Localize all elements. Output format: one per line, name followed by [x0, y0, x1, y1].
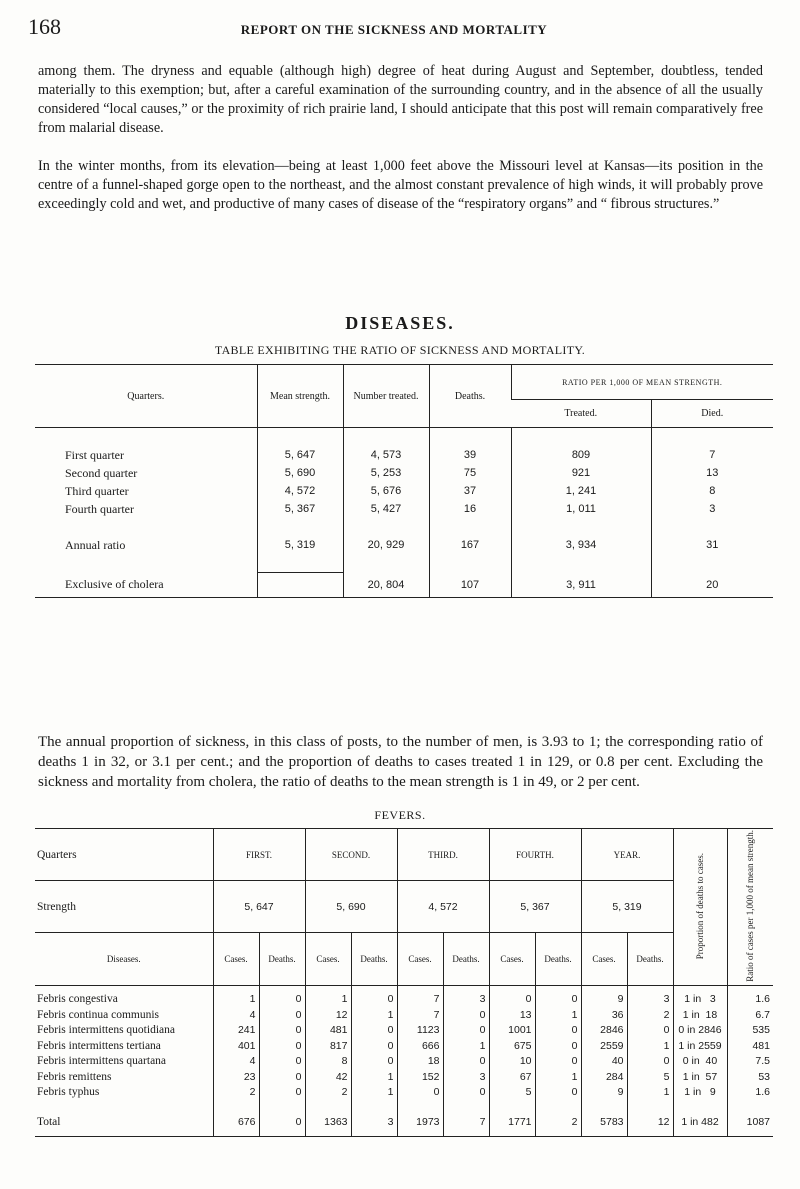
cell: 1, 011: [511, 500, 651, 518]
cell: 5, 690: [257, 464, 343, 482]
cell: 31: [651, 536, 773, 554]
cell: 5, 253: [343, 464, 429, 482]
col-ratio: [727, 829, 773, 986]
deaths-header: Deaths.: [443, 933, 489, 985]
strength-label: Strength: [35, 881, 213, 933]
strength-third: 4, 572: [397, 881, 489, 933]
diseases-title: DISEASES.: [345, 313, 455, 333]
table-row: [35, 1054, 773, 1070]
cases-cell: 401: [213, 1038, 259, 1054]
deaths-cell: 3: [351, 1100, 397, 1137]
col-number-treated: Number treated.: [343, 365, 429, 428]
deaths-cell: 0: [535, 1038, 581, 1054]
deaths-cell: 0: [443, 1023, 489, 1039]
cell: 39: [429, 446, 511, 464]
cell: 16: [429, 500, 511, 518]
ratio-label: Ratio of cases per 1,000 of mean strength.: [745, 830, 756, 982]
table-row: [35, 446, 773, 464]
running-head: REPORT ON THE SICKNESS AND MORTALITY: [240, 22, 548, 37]
cell: 167: [429, 536, 511, 554]
deaths-cell: 1: [443, 1038, 489, 1054]
deaths-cell: 0: [259, 1007, 305, 1023]
row-label: First quarter: [65, 447, 124, 462]
cases-cell: 2: [305, 1085, 351, 1101]
cases-cell: 1: [213, 992, 259, 1008]
cell: 5, 367: [257, 500, 343, 518]
cases-cell: 1771: [489, 1100, 535, 1137]
deaths-cell: 1: [535, 1007, 581, 1023]
deaths-cell: 0: [259, 1054, 305, 1070]
deaths-cell: 12: [627, 1100, 673, 1137]
strength-year: 5, 319: [581, 881, 673, 933]
cases-cell: 0: [397, 1085, 443, 1101]
deaths-cell: 1: [627, 1038, 673, 1054]
col-ratio-died: Died.: [651, 400, 773, 428]
cell: 3, 934: [511, 536, 651, 554]
deaths-cell: 0: [259, 1023, 305, 1039]
cell: 3, 911: [511, 573, 651, 598]
row-label: Exclusive of cholera: [35, 573, 257, 598]
table-row: [35, 1023, 773, 1039]
fevers-title: FEVERS.: [374, 808, 426, 822]
cell: 4, 572: [257, 482, 343, 500]
deaths-cell: 7: [443, 1100, 489, 1137]
row-label: Annual ratio: [65, 537, 126, 552]
deaths-cell: 0: [535, 1054, 581, 1070]
table-row: [35, 1038, 773, 1054]
col-quarters: Quarters.: [35, 365, 257, 428]
deaths-cell: 3: [627, 992, 673, 1008]
deaths-cell: 0: [259, 1100, 305, 1137]
cases-cell: 9: [581, 992, 627, 1008]
cases-cell: 12: [305, 1007, 351, 1023]
proportion-cell: 1 in 3: [673, 992, 727, 1008]
cases-cell: 676: [213, 1100, 259, 1137]
col-ratio-treated: Treated.: [511, 400, 651, 428]
deaths-cell: 1: [351, 1007, 397, 1023]
proportion-cell: 1 in 2559: [673, 1038, 727, 1054]
quarter-fourth: FOURTH.: [489, 829, 581, 881]
cases-cell: 40: [581, 1054, 627, 1070]
cell: 809: [511, 446, 651, 464]
annual-ratio-row: [35, 536, 773, 554]
cell: 20, 929: [343, 536, 429, 554]
deaths-cell: 1: [535, 1069, 581, 1085]
cases-cell: 241: [213, 1023, 259, 1039]
cases-cell: 481: [305, 1023, 351, 1039]
cases-cell: 284: [581, 1069, 627, 1085]
cases-cell: 8: [305, 1054, 351, 1070]
deaths-cell: 1: [627, 1085, 673, 1101]
ratio-cell: 1087: [727, 1100, 773, 1137]
cases-header: Cases.: [397, 933, 443, 985]
page-header: [28, 14, 760, 44]
deaths-cell: 0: [259, 1085, 305, 1101]
table-row: [35, 1069, 773, 1085]
quarter-second: SECOND.: [305, 829, 397, 881]
deaths-cell: 0: [259, 1038, 305, 1054]
col-mean-strength: Mean strength.: [257, 365, 343, 428]
deaths-cell: 0: [443, 1054, 489, 1070]
quarters-label: Quarters: [35, 829, 213, 881]
cases-header: Cases.: [213, 933, 259, 985]
cell: 7: [651, 446, 773, 464]
strength-fourth: 5, 367: [489, 881, 581, 933]
cases-cell: 42: [305, 1069, 351, 1085]
disease-name: Febris congestiva: [37, 993, 118, 1006]
deaths-cell: 0: [535, 1023, 581, 1039]
disease-name: Febris continua communis: [37, 1008, 160, 1021]
cases-cell: 2846: [581, 1023, 627, 1039]
cases-cell: 13: [489, 1007, 535, 1023]
cases-cell: 152: [397, 1069, 443, 1085]
proportion-cell: 1 in 18: [673, 1007, 727, 1023]
table-row: [35, 1085, 773, 1101]
deaths-cell: 1: [351, 1069, 397, 1085]
deaths-cell: 2: [535, 1100, 581, 1137]
proportion-cell: 0 in 40: [673, 1054, 727, 1070]
proportion-cell: 1 in 482: [673, 1100, 727, 1137]
ratio-cell: 1.6: [727, 992, 773, 1008]
deaths-cell: 0: [535, 992, 581, 1008]
cell: 13: [651, 464, 773, 482]
cell: 107: [429, 573, 511, 598]
ratio-cell: 53: [727, 1069, 773, 1085]
proportion-label: Proportion of deaths to cases.: [695, 852, 705, 959]
ratio-cell: 1.6: [727, 1085, 773, 1101]
cases-header: Cases.: [581, 933, 627, 985]
deaths-cell: 0: [351, 1023, 397, 1039]
deaths-cell: 0: [443, 1085, 489, 1101]
deaths-cell: 5: [627, 1069, 673, 1085]
deaths-header: Deaths.: [351, 933, 397, 985]
cases-cell: 1001: [489, 1023, 535, 1039]
cases-cell: 2: [213, 1085, 259, 1101]
cell: 20: [651, 573, 773, 598]
cases-cell: 2559: [581, 1038, 627, 1054]
deaths-cell: 0: [259, 1069, 305, 1085]
deaths-cell: 0: [443, 1007, 489, 1023]
deaths-cell: 3: [443, 992, 489, 1008]
disease-name: Febris intermittens quartana: [37, 1055, 167, 1068]
ratio-cell: 7.5: [727, 1054, 773, 1070]
cell: 1, 241: [511, 482, 651, 500]
cell: 5, 319: [257, 536, 343, 554]
deaths-cell: 3: [443, 1069, 489, 1085]
cell: 75: [429, 464, 511, 482]
proportion-cell: 1 in 57: [673, 1069, 727, 1085]
cases-cell: 675: [489, 1038, 535, 1054]
paragraph-2: In the winter months, from its elevation—being at least 1,000 feet above the Missouri level at Kansas—its position in the centre of a funnel-shaped gorge open to the northeast, and the almost constant prevalence of high winds, it will probably prove exceedingly cold and wet, and productive of many cases of disease of the “respiratory organs” and “ fibrous structures.”: [38, 158, 763, 212]
ratio-cell: 535: [727, 1023, 773, 1039]
col-deaths: Deaths.: [429, 365, 511, 428]
deaths-header: Deaths.: [627, 933, 673, 985]
col-proportion: [673, 829, 727, 986]
disease-name: Febris intermittens tertiana: [37, 1039, 161, 1052]
cases-cell: 10: [489, 1054, 535, 1070]
row-label: Fourth quarter: [65, 501, 134, 516]
cases-cell: 67: [489, 1069, 535, 1085]
fevers-table: [35, 828, 773, 1137]
cases-cell: 817: [305, 1038, 351, 1054]
cases-header: Cases.: [489, 933, 535, 985]
cases-cell: 5783: [581, 1100, 627, 1137]
disease-name: Febris typhus: [37, 1086, 100, 1099]
paragraph-3: The annual proportion of sickness, in this class of posts, to the number of men, is 3.93 to 1; the corresponding ratio of deaths 1 in 32, or 3.1 per cent.; and the proportion of deaths to cases treated 1 in 129, or 0.8 per cent. Excluding the sickness and mortality from cholera, the ratio of deaths to the mean strength is 1 in 49, or 2 per cent.: [38, 734, 763, 790]
cell: 5, 427: [343, 500, 429, 518]
cell-blank: [257, 573, 343, 598]
row-label: Third quarter: [65, 483, 129, 498]
row-label: Second quarter: [65, 465, 138, 480]
disease-name: Total: [35, 1100, 213, 1137]
cases-cell: 666: [397, 1038, 443, 1054]
cases-cell: 5: [489, 1085, 535, 1101]
deaths-cell: 0: [627, 1054, 673, 1070]
disease-name: Febris remittens: [37, 1070, 112, 1083]
deaths-header: Deaths.: [535, 933, 581, 985]
quarter-year: YEAR.: [581, 829, 673, 881]
deaths-cell: 0: [627, 1023, 673, 1039]
cell: 37: [429, 482, 511, 500]
cases-cell: 7: [397, 992, 443, 1008]
deaths-cell: 2: [627, 1007, 673, 1023]
cases-cell: 1973: [397, 1100, 443, 1137]
deaths-cell: 0: [351, 1038, 397, 1054]
cases-cell: 1: [305, 992, 351, 1008]
table-row: [35, 464, 773, 482]
cases-cell: 4: [213, 1054, 259, 1070]
cell: 921: [511, 464, 651, 482]
table1-caption: TABLE EXHIBITING THE RATIO OF SICKNESS AND MORTALITY.: [214, 343, 586, 357]
cell: 5, 676: [343, 482, 429, 500]
cell: 8: [651, 482, 773, 500]
deaths-cell: 0: [535, 1085, 581, 1101]
table-row: [35, 482, 773, 500]
deaths-cell: 1: [351, 1085, 397, 1101]
col-ratio: RATIO PER 1,000 OF MEAN STRENGTH.: [511, 365, 773, 400]
proportion-cell: 0 in 2846: [673, 1023, 727, 1039]
page-number: 168: [28, 14, 61, 39]
cases-cell: 1363: [305, 1100, 351, 1137]
cases-cell: 36: [581, 1007, 627, 1023]
sickness-ratio-table: [35, 364, 773, 598]
table-row: [35, 1007, 773, 1023]
ratio-cell: 481: [727, 1038, 773, 1054]
cell: 4, 573: [343, 446, 429, 464]
proportion-cell: 1 in 9: [673, 1085, 727, 1101]
cell: 20, 804: [343, 573, 429, 598]
cell: 5, 647: [257, 446, 343, 464]
exclusive-cholera-row: [35, 573, 773, 598]
quarter-first: FIRST.: [213, 829, 305, 881]
cases-cell: 4: [213, 1007, 259, 1023]
quarter-third: THIRD.: [397, 829, 489, 881]
cases-cell: 1123: [397, 1023, 443, 1039]
cases-cell: 18: [397, 1054, 443, 1070]
cases-cell: 7: [397, 1007, 443, 1023]
deaths-header: Deaths.: [259, 933, 305, 985]
cell: 3: [651, 500, 773, 518]
cases-cell: 23: [213, 1069, 259, 1085]
total-row: [35, 1100, 773, 1137]
table-row: [35, 992, 773, 1008]
deaths-cell: 0: [351, 992, 397, 1008]
deaths-cell: 0: [351, 1054, 397, 1070]
cases-cell: 9: [581, 1085, 627, 1101]
paragraph-1: among them. The dryness and equable (although high) degree of heat during August and September, doubtless, tended materially to this exemption; but, after a careful examination of the surrounding country, and in the absence of all the usually considered “local causes,” or the proximity of rich prairie land, I should anticipate that this post will remain comparatively free from malarial disease.: [38, 63, 763, 136]
table-row: [35, 500, 773, 518]
deaths-cell: 0: [259, 992, 305, 1008]
disease-name: Febris intermittens quotidiana: [37, 1024, 175, 1037]
diseases-label: Diseases.: [35, 933, 213, 985]
strength-second: 5, 690: [305, 881, 397, 933]
cases-header: Cases.: [305, 933, 351, 985]
ratio-cell: 6.7: [727, 1007, 773, 1023]
strength-first: 5, 647: [213, 881, 305, 933]
cases-cell: 0: [489, 992, 535, 1008]
